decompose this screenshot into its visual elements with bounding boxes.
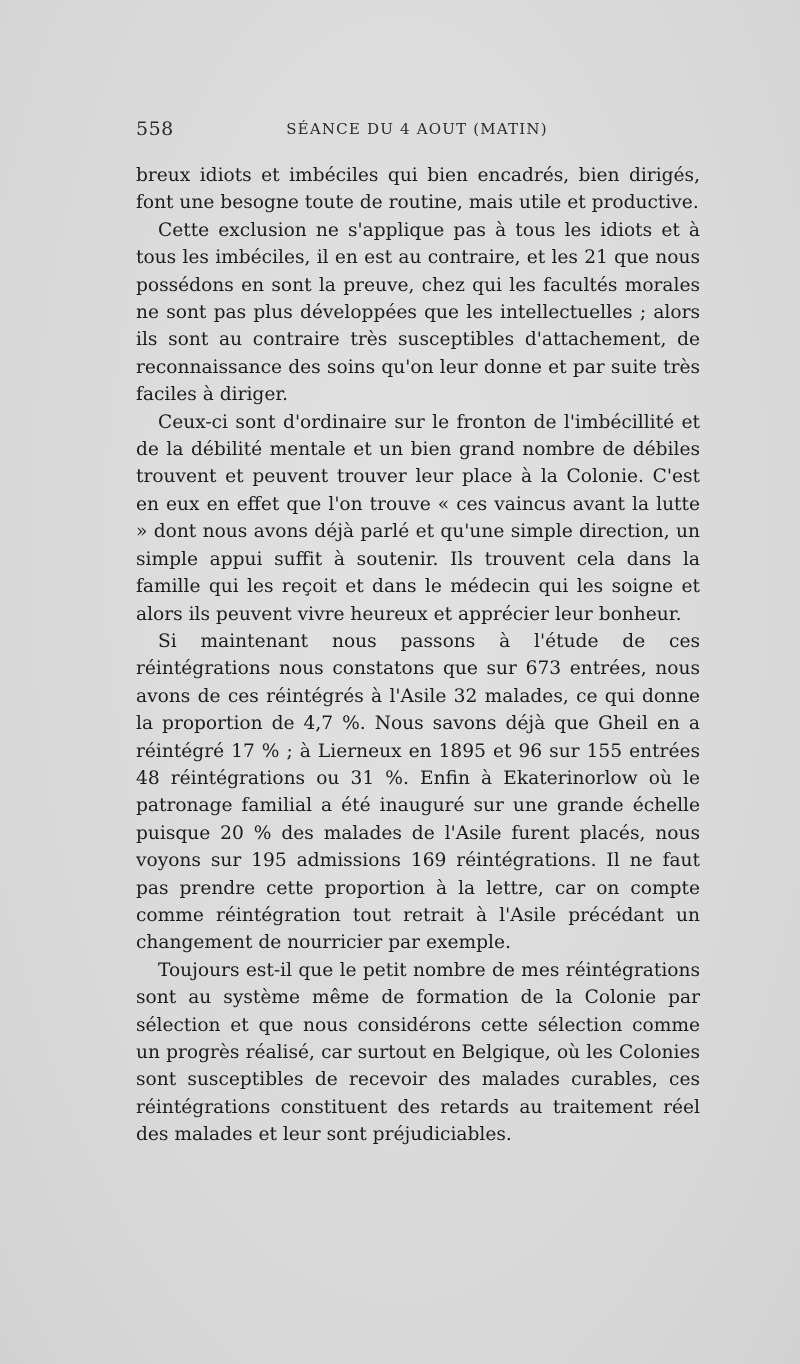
body-text xyxy=(136,162,700,1149)
paragraph: breux idiots et imbéciles qui bien encadrés, bien dirigés, font une besogne toute de routine, mais utile et productive. xyxy=(136,165,700,214)
page-header xyxy=(136,118,698,148)
running-head: SÉANCE DU 4 AOUT (MATIN) xyxy=(286,120,548,138)
page-number: 558 xyxy=(136,118,174,140)
paragraph: Cette exclusion ne s'applique pas à tous les idiots et à tous les imbéciles, il en est au contraire, et les 21 que nous possédons en sont la preuve, chez qui les facultés morales ne sont pas plus développées que les intellectuelles ; alors ils sont au contraire très susceptibles d'attachement, de reconnaissance des soins qu'on leur donne et par suite très faciles à diriger. xyxy=(136,219,700,406)
paragraph: Si maintenant nous passons à l'étude de ces réintégrations nous constatons que sur 673 entrées, nous avons de ces réintégrés à l'Asile 32 malades, ce qui donne la proportion de 4,7 %. Nous savons déjà que Gheil en a réintégré 17 % ; à Lierneux en 1895 et 96 sur 155 entrées 48 réintégrations ou 31 %. Enfin à Ekaterinorlow où le patronage familial a été inauguré sur une grande échelle puisque 20 % des malades de l'Asile furent placés, nous voyons sur 195 admissions 169 réintégrations. Il ne faut pas prendre cette proportion à la lettre, car on compte comme réintégration tout retrait à l'Asile précédant un changement de nourricier par exemple. xyxy=(136,630,700,954)
paragraph: Ceux-ci sont d'ordinaire sur le fronton de l'imbécillité et de la débilité mentale et un bien grand nombre de débiles trouvent et peuvent trouver leur place à la Colonie. C'est en eux en effet que l'on trouve « ces vaincus avant la lutte » dont nous avons déjà parlé et qu'une simple direction, un simple appui suffit à soutenir. Ils trouvent cela dans la famille qui les reçoit et dans le médecin qui les soigne et alors ils peuvent vivre heureux et apprécier leur bonheur. xyxy=(136,411,700,625)
paragraph: Toujours est-il que le petit nombre de mes réintégrations sont au système même de formation de la Colonie par sélection et que nous considérons cette sélection comme un progrès réalisé, car surtout en Belgique, où les Colonies sont susceptibles de recevoir des malades curables, ces réintégrations constituent des retards au traitement réel des malades et leur sont préjudiciables. xyxy=(136,959,700,1146)
